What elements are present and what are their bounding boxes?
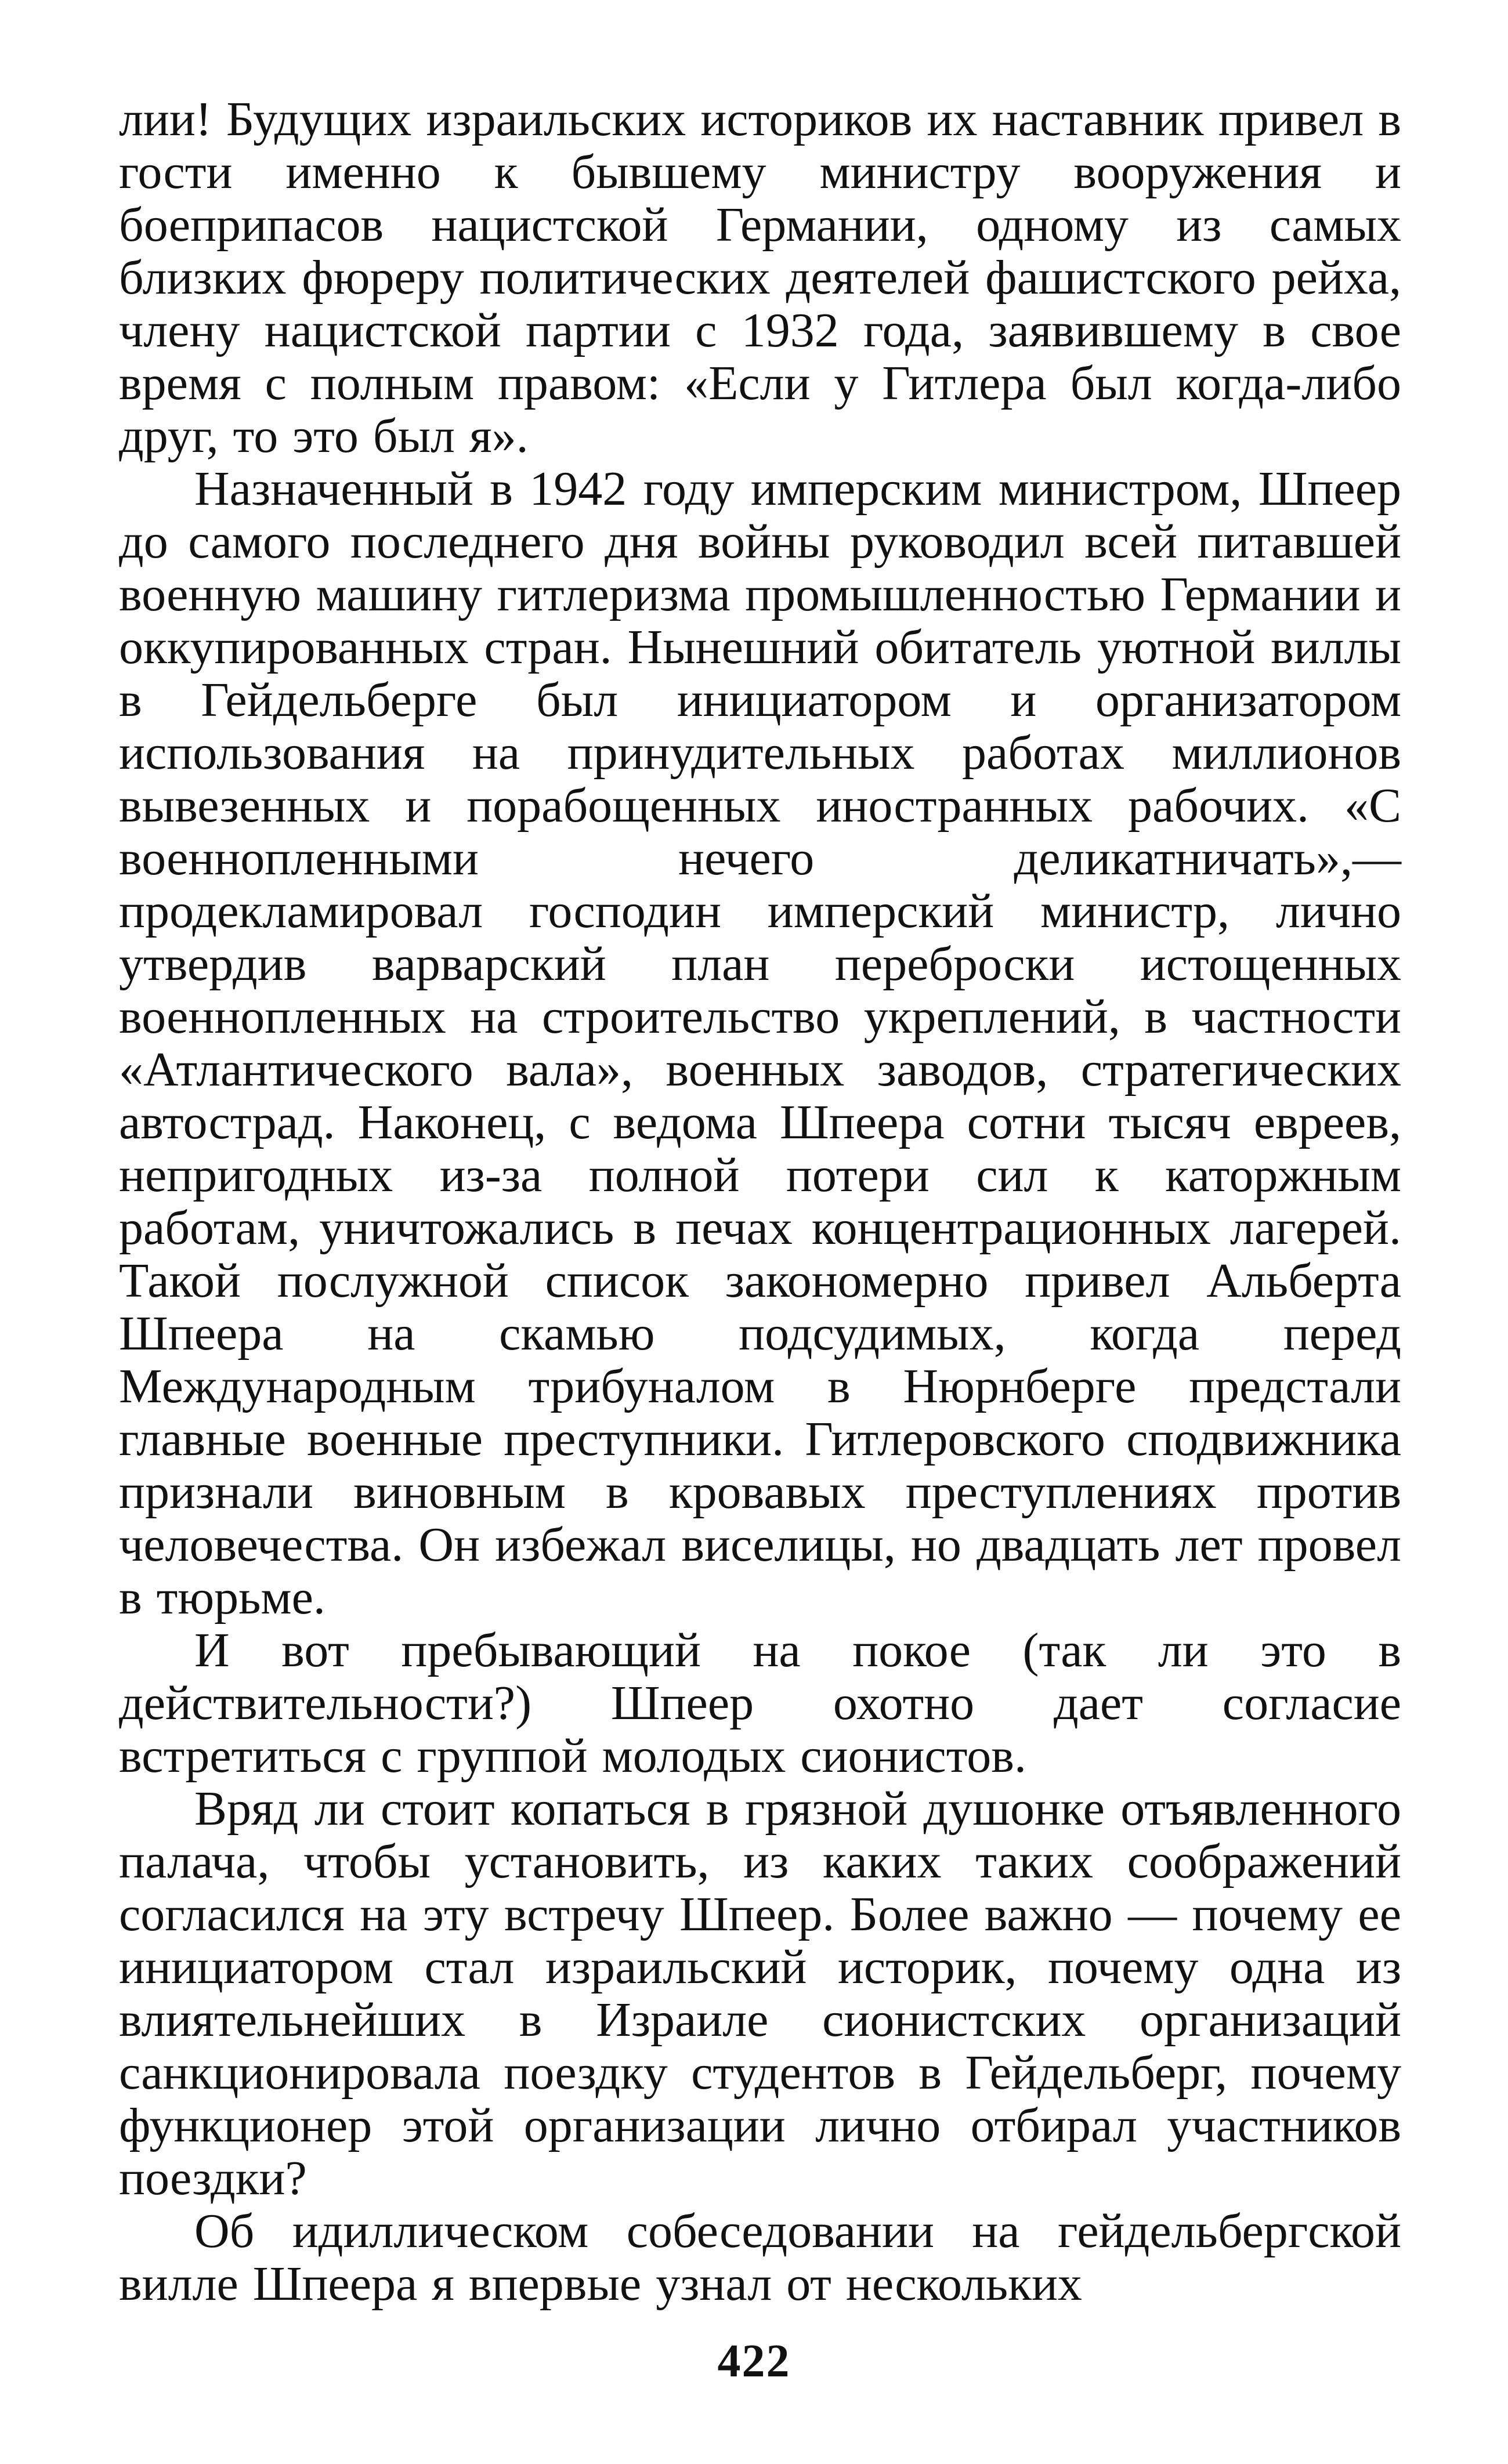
paragraph-2: Назначенный в 1942 году имперским министром, Шпеер до самого последнего дня войны руководил всей питавшей военную машину гитлеризма промышленностью Германии и оккупированных стран. Нынешний обитатель уютной виллы в Гейдельберге был инициатором и организатором использования на принудительных работах миллионов вывезенных и порабощенных иностранных рабочих. «С военнопленными нечего деликатничать»,— продекламировал господин имперский министр, лично утвердив варварский план переброски истощенных военнопленных на строительство укреплений, в частности «Атлантического вала», военных заводов, стратегических автострад. Наконец, с ведома Шпеера сотни тысяч евреев, непригодных из-за полной потери сил к каторжным работам, уничтожались в печах концентрационных лагерей. Такой послужной список закономерно привел Альберта Шпеера на скамью подсудимых, когда перед Международным трибуналом в Нюрнберге предстали главные военные преступники. Гитлеровского сподвижника признали виновным в кровавых преступлениях против человечества. Он избежал виселицы, но двадцать лет провел в тюрьме. bbox=[119, 462, 1401, 1624]
page-number: 422 bbox=[717, 2336, 791, 2387]
paragraph-1-continuation: лии! Будущих израильских историков их наставник привел в гости именно к бывшему министру вооружения и боеприпасов нацистской Германии, одному из самых близких фюреру политических деятелей фашистского рейха, члену нацистской партии с 1932 года, заявившему в свое время с полным правом: «Если у Гитлера был когда-либо друг, то это был я». bbox=[119, 92, 1401, 463]
paragraph-5: Об идиллическом собеседовании на гейдельбергской вилле Шпеера я впервые узнал от нескольких bbox=[119, 2204, 1401, 2311]
paragraph-4: Вряд ли стоит копаться в грязной душонке отъявленного палача, чтобы установить, из каких таких соображений согласился на эту встречу Шпеер. Более важно — почему ее инициатором стал израильский историк, почему одна из влиятельнейших в Израиле сионистских организаций санкционировала поездку студентов в Гейдельберг, почему функционер этой организации лично отбирал участников поездки? bbox=[119, 1782, 1401, 2205]
paragraph-3: И вот пребывающий на покое (так ли это в действительности?) Шпеер охотно дает согласие встретиться с группой молодых сионистов. bbox=[119, 1623, 1401, 1783]
body-text bbox=[119, 93, 1401, 2310]
